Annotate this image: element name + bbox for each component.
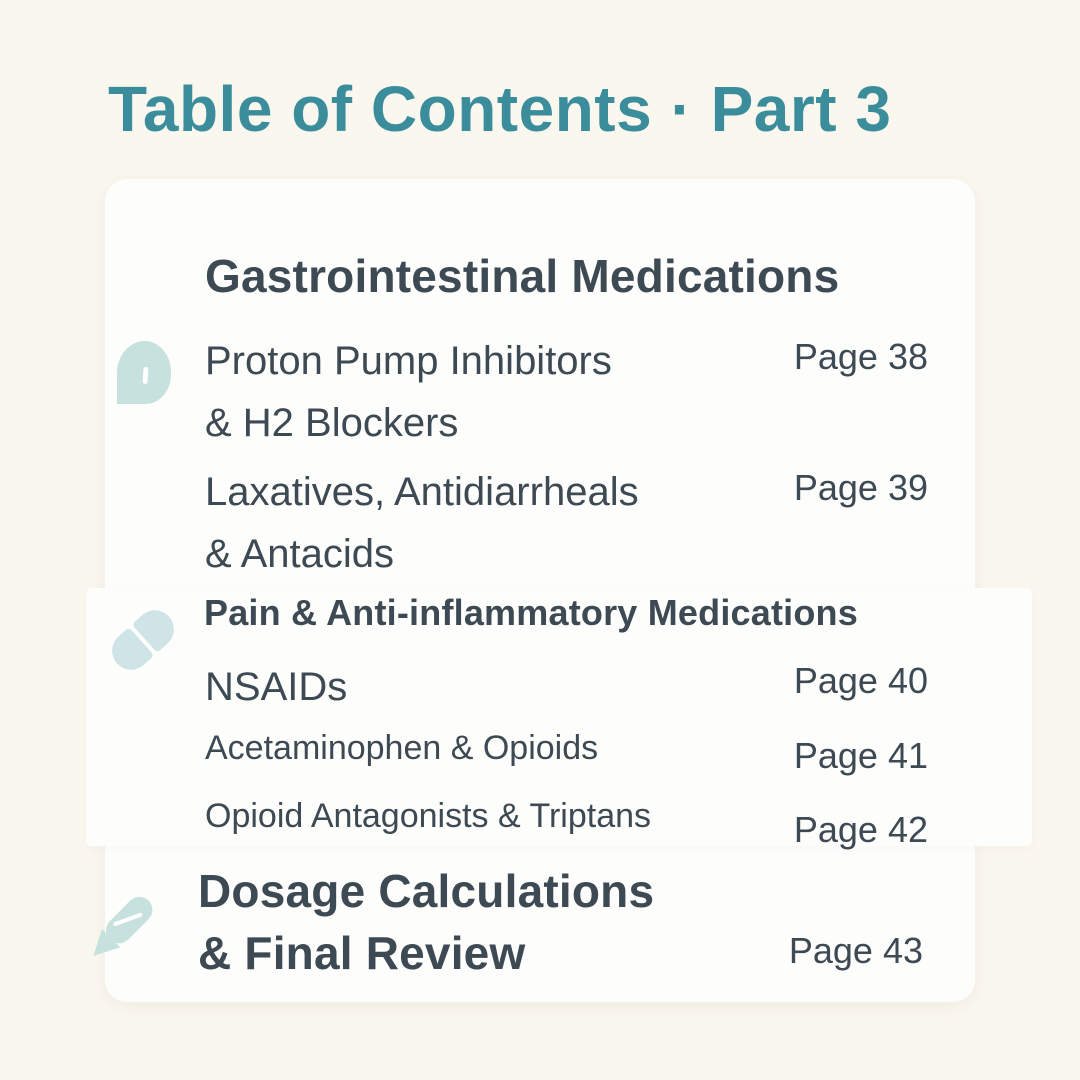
toc-entry-opioid-antagonists: Opioid Antagonists & Triptans xyxy=(205,797,652,835)
droplet-icon xyxy=(117,341,171,404)
toc-entry-line1: Proton Pump Inhibitors xyxy=(205,339,612,383)
page-title: Table of Contents · Part 3 xyxy=(108,73,892,145)
toc-entry-laxatives xyxy=(205,461,639,585)
page-number: Page 41 xyxy=(793,735,928,776)
page-number: Page 40 xyxy=(793,660,928,701)
section-heading-dosage xyxy=(198,860,654,984)
pill-capsule-body xyxy=(104,602,181,677)
page-number: Page 38 xyxy=(793,336,928,377)
section-heading-gastrointestinal: Gastrointestinal Medications xyxy=(205,250,840,302)
pencil-icon xyxy=(75,882,167,974)
dosage-heading-line2: & Final Review xyxy=(198,927,526,979)
dosage-heading-line1: Dosage Calculations xyxy=(198,865,655,917)
toc-entry-nsaids: NSAIDs xyxy=(205,665,348,709)
pill-capsule-icon xyxy=(108,604,180,676)
toc-entry-line1: Laxatives, Antidiarrheals xyxy=(205,470,639,514)
section-heading-pain: Pain & Anti-inflammatory Medications xyxy=(204,592,858,633)
toc-entry-line2: & Antacids xyxy=(205,532,395,576)
page-number: Page 39 xyxy=(793,467,928,508)
toc-entry-proton-pump xyxy=(205,330,612,454)
droplet-icon-gleam xyxy=(142,367,148,384)
page-number: Page 42 xyxy=(793,809,928,850)
page-number: Page 43 xyxy=(788,930,923,971)
toc-entry-acetaminophen: Acetaminophen & Opioids xyxy=(205,729,599,767)
toc-entry-line2: & H2 Blockers xyxy=(205,401,459,445)
